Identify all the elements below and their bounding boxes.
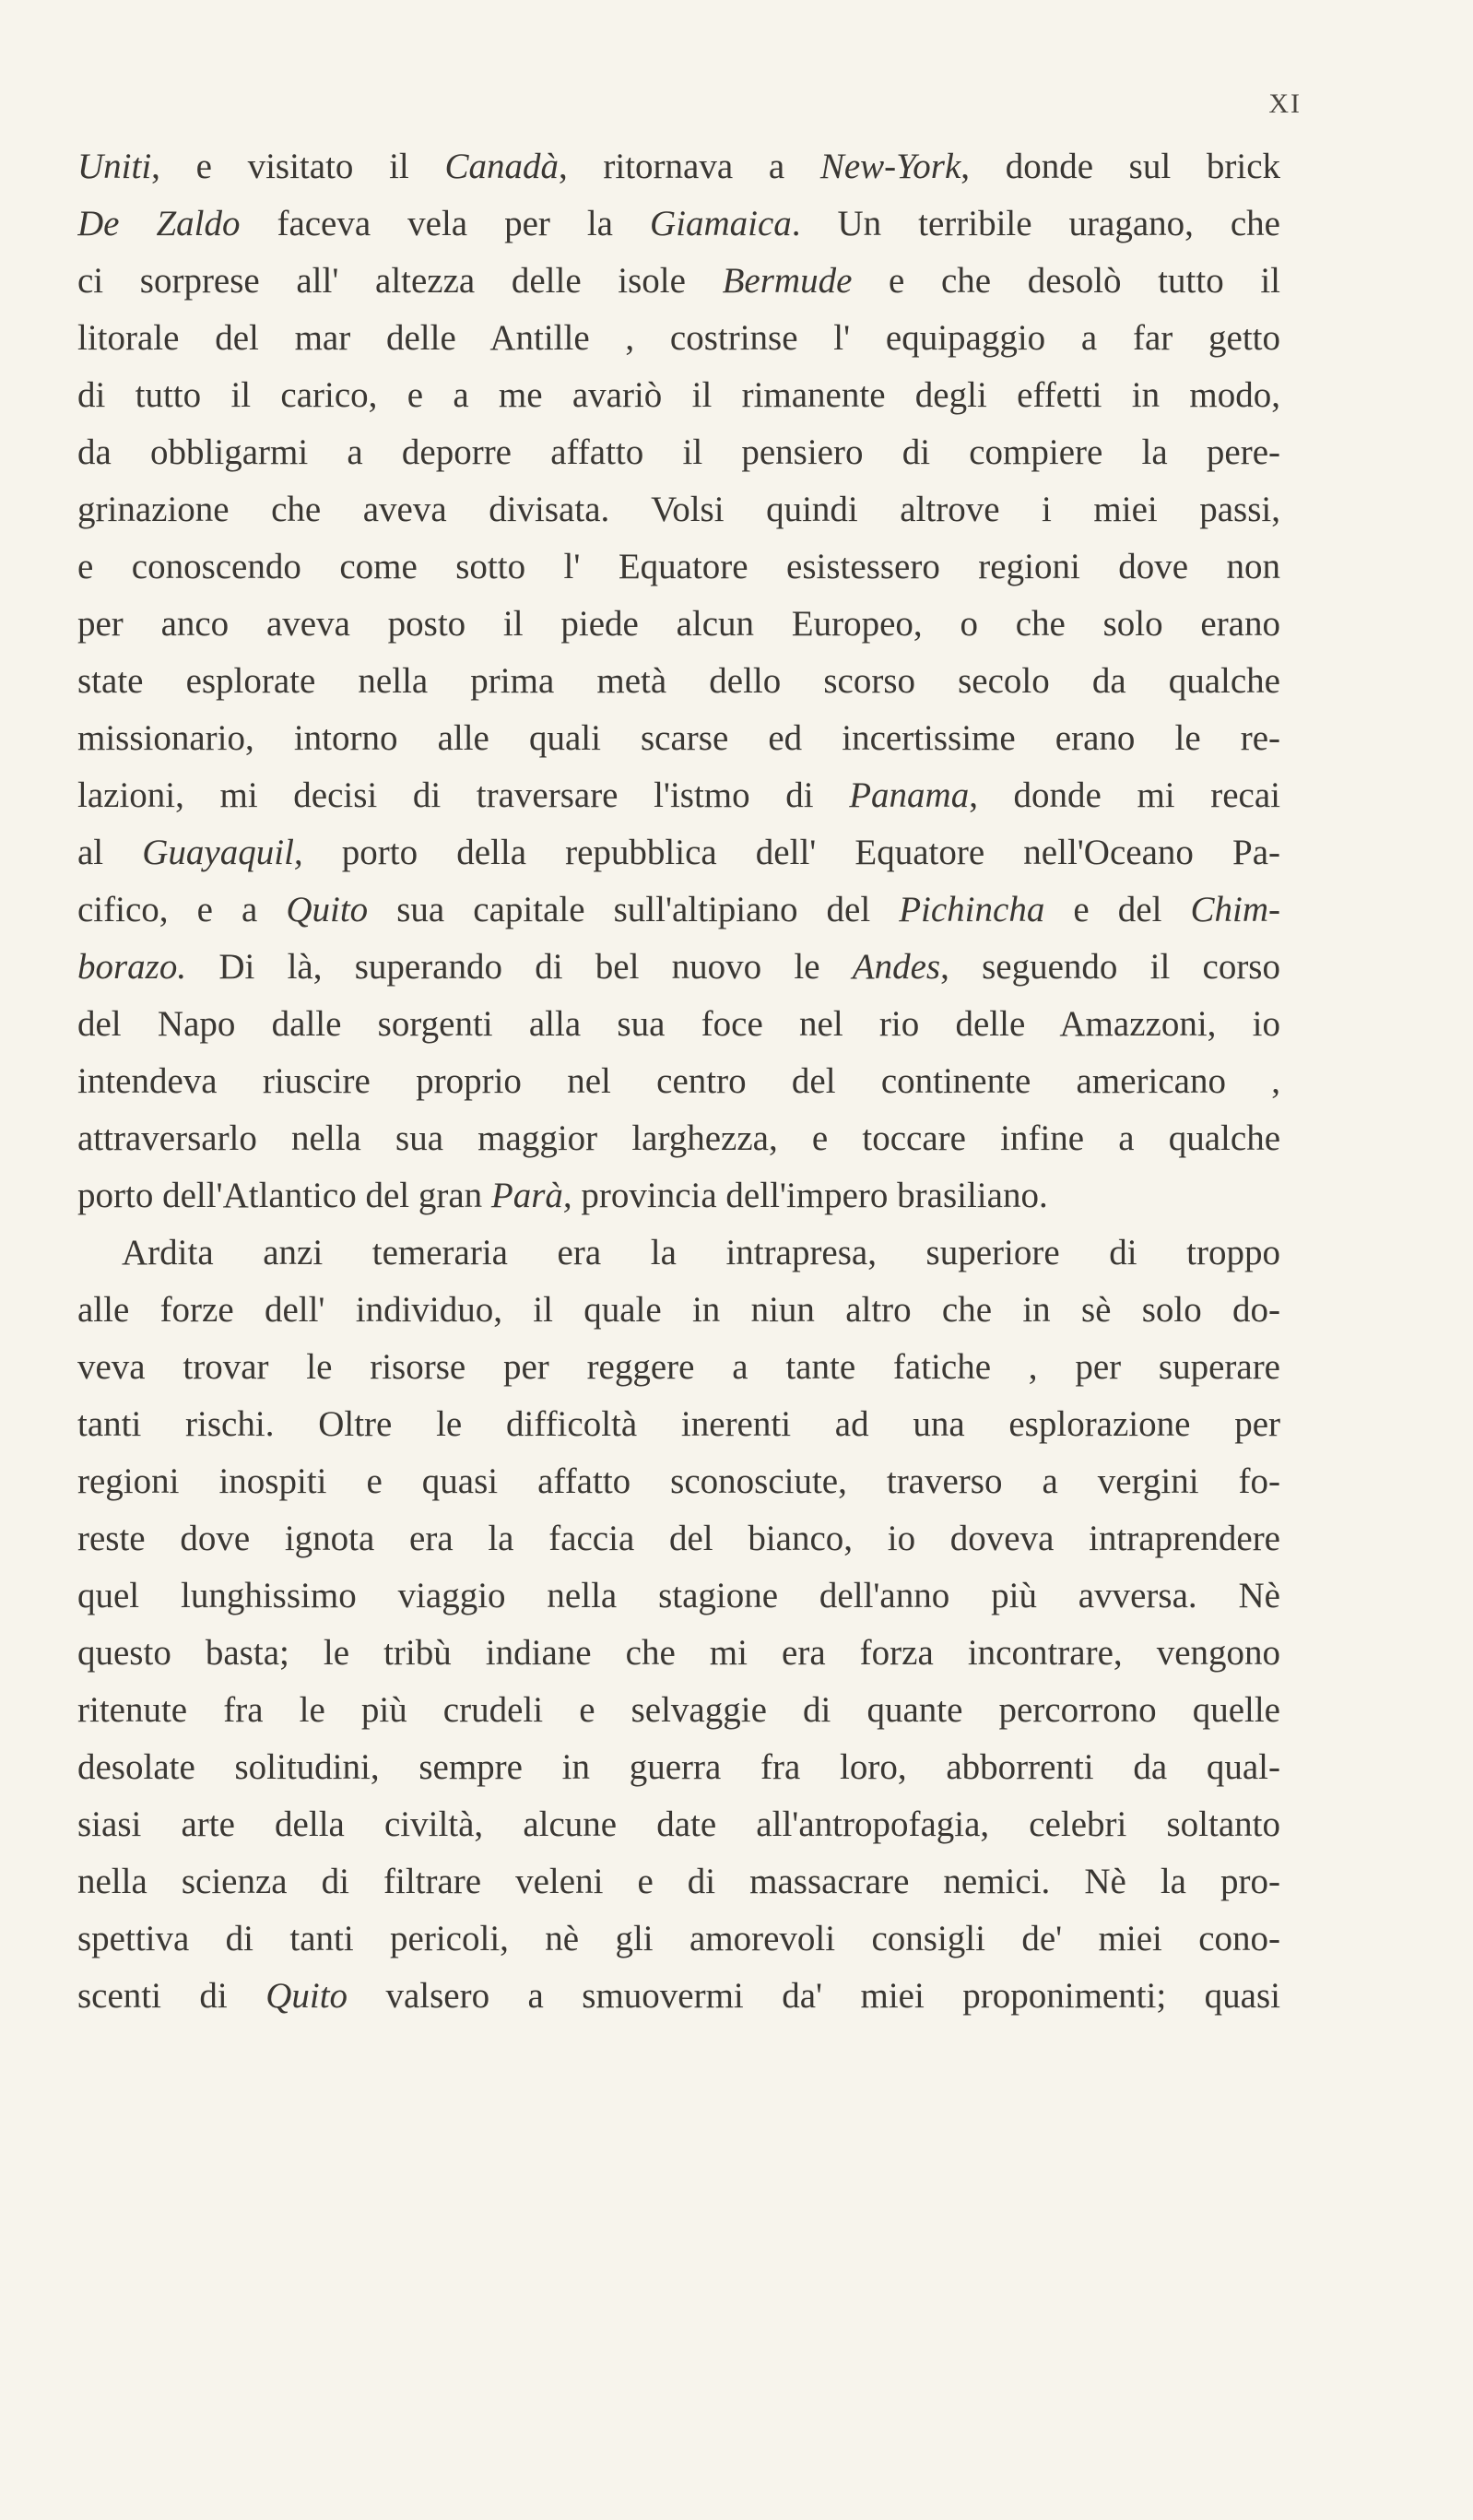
text-line	[77, 653, 1280, 710]
text-line	[77, 195, 1280, 253]
text-segment: , e visitato il	[151, 147, 445, 186]
text-line	[77, 1625, 1280, 1682]
text-segment: intendeva riuscire proprio nel centro del continente americano ,	[77, 1061, 1280, 1101]
text-segment: siasi arte della civiltà, alcune date all'antropofagia, celebri soltanto	[77, 1804, 1280, 1844]
italic-text: Parà,	[490, 1176, 572, 1215]
text-line	[77, 1339, 1280, 1396]
text-line	[77, 1853, 1280, 1911]
text-segment: questo basta; le tribù indiane che mi era forza incontrare, vengono	[77, 1633, 1280, 1673]
text-segment: e del	[1044, 890, 1191, 929]
text-segment: valsero a smuovermi da' miei proponimenti; quasi	[348, 1976, 1280, 2016]
italic-text: Guayaquil,	[142, 833, 303, 872]
italic-text: Quito	[286, 890, 369, 929]
italic-text: Giamaica	[649, 204, 792, 243]
text-line	[77, 1453, 1280, 1510]
text-segment: faceva vela per la	[240, 204, 650, 243]
text-segment: sua capitale sull'altipiano del	[368, 890, 900, 929]
text-segment: nella scienza di filtrare veleni e di massacrare nemici. Nè la pro-	[77, 1862, 1280, 1901]
text-segment: Di là, superando di bel nuovo le	[186, 947, 853, 987]
text-segment: regioni inospiti e quasi affatto sconosciute, traverso a vergini fo-	[77, 1461, 1280, 1501]
text-line	[77, 1110, 1280, 1167]
text-line	[77, 1682, 1280, 1739]
text-segment: cifico, e a	[77, 890, 287, 929]
text-segment: litorale del mar delle Antille , costrinse l' equipaggio a far getto	[77, 318, 1280, 358]
text-line	[77, 538, 1280, 596]
text-segment: , ritornava a	[558, 147, 820, 186]
text-segment: del Napo dalle sorgenti alla sua foce nel rio delle Amazzoni, io	[77, 1004, 1280, 1044]
text-line	[77, 1968, 1280, 2025]
text-segment: ci sorprese all' altezza delle isole	[77, 261, 723, 301]
italic-text: Bermude	[722, 261, 853, 301]
text-segment: scenti di	[77, 1976, 266, 2016]
italic-text: De Zaldo	[77, 204, 241, 243]
text-segment: porto della repubblica dell' Equatore nell'Oceano Pa-	[302, 833, 1280, 872]
italic-text: Canadà	[444, 147, 559, 186]
text-segment: al	[77, 833, 143, 872]
page-number: XI	[1268, 89, 1302, 119]
text-segment: veva trovar le risorse per reggere a tante fatiche , per superare	[77, 1347, 1280, 1387]
text-line	[77, 367, 1280, 424]
text-line	[77, 481, 1280, 538]
italic-text: Andes	[852, 947, 941, 987]
text-line	[77, 767, 1280, 824]
text-line	[77, 310, 1280, 367]
text-line	[77, 1396, 1280, 1453]
text-line	[77, 710, 1280, 767]
text-line	[77, 1510, 1280, 1568]
text-line	[77, 1053, 1280, 1110]
text-line	[77, 138, 1280, 195]
text-line	[77, 824, 1280, 881]
italic-text: Pichincha	[899, 890, 1045, 929]
text-line	[77, 1739, 1280, 1796]
text-line	[77, 939, 1280, 996]
text-segment: e conoscendo come sotto l' Equatore esistessero regioni dove non	[77, 547, 1280, 586]
text-line	[77, 1167, 1280, 1225]
text-line	[77, 996, 1280, 1053]
body-text	[77, 138, 1280, 2025]
text-segment: , donde mi recai	[969, 775, 1280, 815]
text-segment: da obbligarmi a deporre affatto il pensiero di compiere la pere-	[77, 432, 1280, 472]
italic-text: borazo.	[77, 947, 187, 987]
text-line	[77, 881, 1280, 939]
text-segment: per anco aveva posto il piede alcun Europeo, o che solo erano	[77, 604, 1280, 644]
text-segment: attraversarlo nella sua maggior larghezza, e toccare infine a qualche	[77, 1118, 1280, 1158]
italic-text: Quito	[265, 1976, 348, 2016]
text-segment: spettiva di tanti pericoli, nè gli amorevoli consigli de' miei cono-	[77, 1919, 1280, 1958]
text-segment: quel lunghissimo viaggio nella stagione dell'anno più avversa. Nè	[77, 1576, 1280, 1615]
text-segment: , donde sul brick	[960, 147, 1280, 186]
text-line	[77, 1282, 1280, 1339]
text-segment: provincia dell'impero brasiliano.	[572, 1176, 1048, 1215]
text-segment: Ardita anzi temeraria era la intrapresa, superiore di troppo	[122, 1233, 1280, 1272]
text-segment: ritenute fra le più crudeli e selvaggie di quante percorrono quelle	[77, 1690, 1280, 1730]
text-segment: tanti rischi. Oltre le difficoltà inerenti ad una esplorazione per	[77, 1404, 1280, 1444]
text-line	[77, 253, 1280, 310]
text-segment: alle forze dell' individuo, il quale in niun altro che in sè solo do-	[77, 1290, 1280, 1330]
text-segment: porto dell'Atlantico del gran	[77, 1176, 491, 1215]
text-segment: reste dove ignota era la faccia del bianco, io doveva intraprendere	[77, 1519, 1280, 1558]
text-segment: di tutto il carico, e a me avariò il rimanente degli effetti in modo,	[77, 375, 1280, 415]
text-line	[77, 1225, 1280, 1282]
italic-text: Chim-	[1190, 890, 1280, 929]
text-segment: e che desolò tutto il	[852, 261, 1280, 301]
text-segment: desolate solitudini, sempre in guerra fra loro, abborrenti da qual-	[77, 1747, 1280, 1787]
text-line	[77, 1911, 1280, 1968]
italic-text: New-York	[819, 147, 961, 186]
text-line	[77, 596, 1280, 653]
text-line	[77, 1796, 1280, 1853]
text-segment: lazioni, mi decisi di traversare l'istmo di	[77, 775, 850, 815]
italic-text: Panama	[849, 775, 970, 815]
text-segment: , seguendo il corso	[940, 947, 1280, 987]
text-segment: state esplorate nella prima metà dello scorso secolo da qualche	[77, 661, 1280, 701]
text-line	[77, 424, 1280, 481]
text-segment: grinazione che aveva divisata. Volsi quindi altrove i miei passi,	[77, 490, 1280, 529]
italic-text: Uniti	[77, 147, 152, 186]
text-segment: . Un terribile uragano, che	[791, 204, 1280, 243]
text-segment: missionario, intorno alle quali scarse ed incertissime erano le re-	[77, 718, 1280, 758]
text-line	[77, 1568, 1280, 1625]
